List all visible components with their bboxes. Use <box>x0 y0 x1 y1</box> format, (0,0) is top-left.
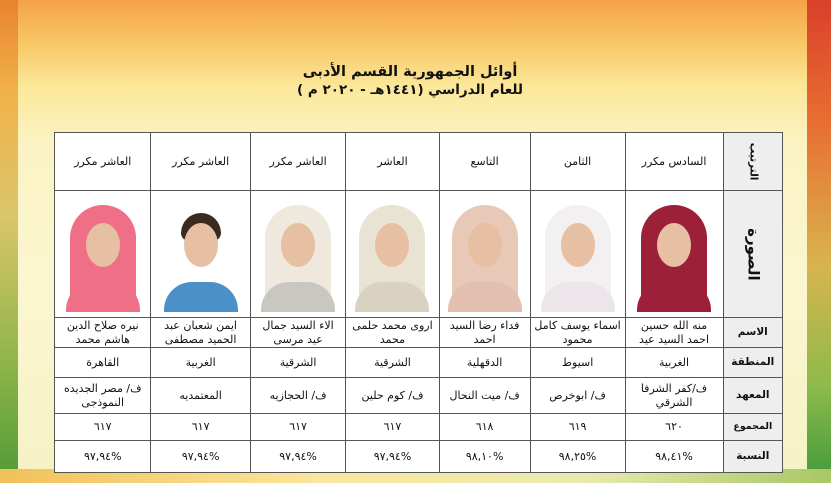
student-total-cell: ٦١٨ <box>439 414 530 441</box>
row-label-name: الاسم <box>723 318 782 348</box>
student-region-cell: الغربية <box>151 348 250 378</box>
student-total-cell: ٦١٧ <box>346 414 439 441</box>
student-region-cell: الشرقية <box>250 348 346 378</box>
student-institute-cell: ف/ الحجازيه <box>250 378 346 414</box>
student-photo-icon <box>537 197 619 312</box>
student-photo-icon <box>351 197 433 312</box>
student-percentage-cell: %٩٧,٩٤ <box>250 441 346 473</box>
student-name-cell: الاء السيد جمال عيد مرسى <box>250 318 346 348</box>
student-total-cell: ٦١٧ <box>151 414 250 441</box>
student-institute-cell: المعتمديه <box>151 378 250 414</box>
student-percentage-cell: %٩٧,٩٤ <box>55 441 151 473</box>
subtitle-line: للعام الدراسي (١٤٤١هـ - ٢٠٢٠ م ) <box>297 82 523 98</box>
student-name-cell: منه الله حسين احمد السيد عيد <box>625 318 723 348</box>
total-row <box>55 414 783 441</box>
student-name-cell: اسماء يوسف كامل محمود <box>530 318 625 348</box>
student-name-cell: فداء رضا السيد احمد <box>439 318 530 348</box>
student-total-cell: ٦١٩ <box>530 414 625 441</box>
student-total-cell: ٦٢٠ <box>625 414 723 441</box>
student-region-cell: الدقهلية <box>439 348 530 378</box>
student-rank-cell: التاسع <box>439 133 530 191</box>
student-rank-cell: الثامن <box>530 133 625 191</box>
student-total-cell: ٦١٧ <box>55 414 151 441</box>
student-percentage-cell: %٩٧,٩٤ <box>151 441 250 473</box>
student-percentage-cell: %٩٨,١٠ <box>439 441 530 473</box>
institute-row <box>55 378 783 414</box>
row-label-total: المجموع <box>723 414 782 441</box>
student-institute-cell: ف/ مصر الجديده النموذجى <box>55 378 151 414</box>
student-rank-cell: العاشر <box>346 133 439 191</box>
student-region-cell: الغربية <box>625 348 723 378</box>
student-photo-cell <box>530 191 625 318</box>
face-shape <box>657 223 691 267</box>
student-photo-cell <box>151 191 250 318</box>
student-name-cell: ايمن شعبان عبد الحميد مصطفى <box>151 318 250 348</box>
row-label-photo: الصورة <box>723 191 782 318</box>
row-label-rank: الترتيب <box>723 133 782 191</box>
face-shape <box>468 223 502 267</box>
student-name-cell: نيره صلاح الدين هاشم محمد <box>55 318 151 348</box>
student-region-cell: الشرقية <box>346 348 439 378</box>
student-photo-icon <box>633 197 715 312</box>
student-name-cell: اروى محمد حلمى محمد <box>346 318 439 348</box>
student-rank-cell: السادس مكرر <box>625 133 723 191</box>
student-institute-cell: ف/ كوم حلين <box>346 378 439 414</box>
student-total-cell: ٦١٧ <box>250 414 346 441</box>
row-label-percentage: النسبة <box>723 441 782 473</box>
face-shape <box>281 223 315 267</box>
student-rank-cell: العاشر مكرر <box>250 133 346 191</box>
clothing-shape <box>164 282 238 312</box>
student-percentage-cell: %٩٨,٤١ <box>625 441 723 473</box>
top-students-table <box>54 132 783 473</box>
face-shape <box>375 223 409 267</box>
student-region-cell: اسيوط <box>530 348 625 378</box>
student-photo-icon <box>160 197 242 312</box>
student-photo-icon <box>62 197 144 312</box>
student-percentage-cell: %٩٨,٢٥ <box>530 441 625 473</box>
student-photo-cell <box>55 191 151 318</box>
rank-row <box>55 133 783 191</box>
student-photo-cell <box>625 191 723 318</box>
student-institute-cell: ف/ ابوخرص <box>530 378 625 414</box>
student-photo-cell <box>250 191 346 318</box>
student-institute-cell: ف/كفر الشرفا الشرقي <box>625 378 723 414</box>
student-rank-cell: العاشر مكرر <box>55 133 151 191</box>
photo-row <box>55 191 783 318</box>
title-line: أوائل الجمهورية القسم الأدبى <box>302 64 518 80</box>
face-shape <box>86 223 120 267</box>
student-photo-cell <box>439 191 530 318</box>
face-shape <box>184 223 218 267</box>
row-label-region: المنطقة <box>723 348 782 378</box>
percentage-row <box>55 441 783 473</box>
row-label-institute: المعهد <box>723 378 782 414</box>
student-photo-cell <box>346 191 439 318</box>
right-decor-band <box>807 0 831 483</box>
student-percentage-cell: %٩٧,٩٤ <box>346 441 439 473</box>
student-institute-cell: ف/ ميت النحال <box>439 378 530 414</box>
student-rank-cell: العاشر مكرر <box>151 133 250 191</box>
name-row <box>55 318 783 348</box>
student-region-cell: القاهرة <box>55 348 151 378</box>
region-row <box>55 348 783 378</box>
left-decor-band <box>0 0 18 483</box>
face-shape <box>561 223 595 267</box>
student-photo-icon <box>257 197 339 312</box>
page-title <box>297 64 523 98</box>
student-photo-icon <box>444 197 526 312</box>
